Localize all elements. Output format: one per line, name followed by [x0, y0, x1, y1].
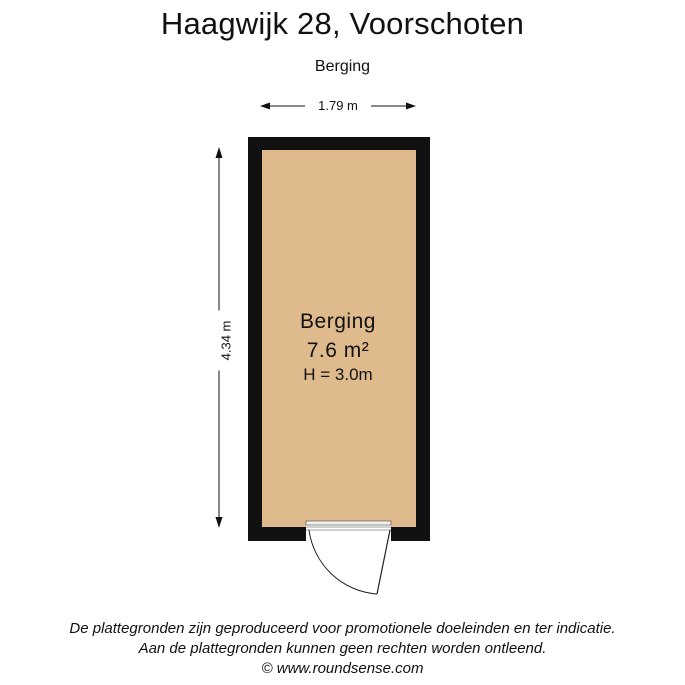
- room-area-label: 7.6 m²: [306, 339, 370, 362]
- floor-subtitle: Berging: [314, 58, 371, 75]
- page-title: Haagwijk 28, Voorschoten: [160, 6, 525, 41]
- depth-dimension-label: 4.34 m: [219, 311, 234, 371]
- disclaimer-line-1: De plattegronden zijn geproduceerd voor promotionele doeleinden en ter indicatie.: [69, 620, 616, 637]
- door: [306, 521, 391, 594]
- width-dimension-label: 1.79 m: [305, 98, 371, 113]
- room-name-label: Berging: [300, 310, 376, 333]
- disclaimer-line-2: Aan de plattegronden kunnen geen rechten worden ontleend.: [138, 640, 547, 657]
- copyright-line: © www.roundsense.com: [261, 660, 424, 677]
- room-height-label: H = 3.0m: [303, 365, 373, 384]
